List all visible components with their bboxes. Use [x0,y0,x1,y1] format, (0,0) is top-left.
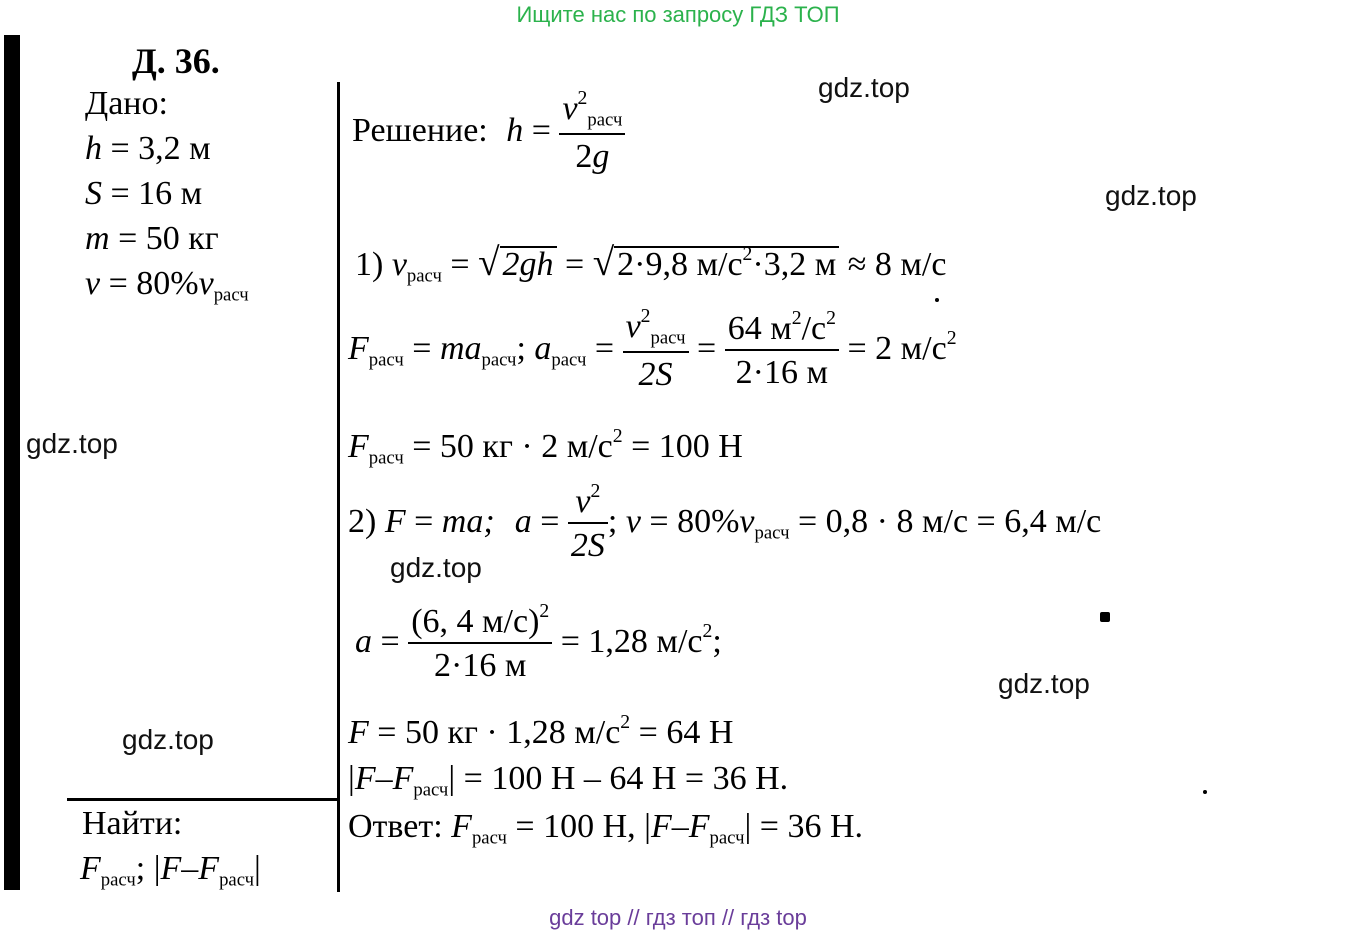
subscript: расч [406,265,442,287]
var-v: v [85,265,101,302]
watermark: gdz.top [998,668,1090,699]
var-ma: ma [439,329,482,367]
subscript: расч [368,447,404,469]
given-title: Дано: [85,85,168,122]
sqrt-icon: √ [592,241,615,284]
subscript: расч [219,869,255,891]
answer-label: Ответ: [348,808,452,845]
subscript: расч [413,779,449,801]
value: = 3,2 м [102,130,211,167]
force-value [348,425,743,470]
radicand: 2gh [500,246,557,282]
exponent: 2 [946,327,957,350]
expr: = 50 кг · 2 м/с [403,428,613,465]
var-S: S [85,175,102,212]
var-F: F [80,850,101,887]
fraction: $\frac{v^2_{расч}}{2S}$ [623,310,689,392]
var-F: F [348,329,369,367]
subscript: расч [471,827,507,849]
var-F: F [392,760,414,797]
result: = 1,28 м/с [552,622,703,660]
step-force [348,305,957,394]
var-F: F [451,808,472,845]
result: | = 36 Н. [744,808,864,845]
var-m: m [85,220,110,257]
separator: ; [607,502,626,540]
expr: = 100 Н, | [506,808,651,845]
var-F: F [348,428,369,465]
vertical-divider [337,82,340,892]
step-1 [355,240,946,288]
header-note: Ищите нас по запросу ГДЗ ТОП [516,2,840,27]
radicand: 2·9,8 $м/с^2\cdot 3,2$ м [614,246,839,282]
problem-id: Д. 36. [132,41,220,81]
accel-calc [355,600,722,684]
find-values [80,850,261,892]
scan-speck [1100,612,1110,622]
sqrt-icon: √ [478,241,500,284]
expr: = 50 кг · 1,28 м/с [368,714,621,751]
value: = 80% [100,265,199,302]
var-F: F [650,808,672,845]
subscript: расч [754,522,790,544]
coef: 2 [575,138,593,176]
step-number: 1) [355,246,392,283]
minus: – [375,760,393,797]
var-F: F [688,808,710,845]
value: = 16 м [102,175,203,212]
fraction: $\frac{v^2}{2S}$ [568,485,608,563]
equals: = [441,246,479,283]
var-ma: ma; [441,502,495,540]
equals: = [586,329,623,367]
watermark: gdz.top [1105,180,1197,211]
separator: ; [516,329,535,367]
var-v: v [739,502,755,540]
left-scan-edge [4,35,20,890]
value: = 50 кг [109,220,219,257]
equals: = [405,502,442,540]
abs-bar: | [348,760,355,797]
fraction: $\frac{64 м^2/с^2}{2\cdot 16 м}$ [725,312,839,390]
var-v: v [198,265,214,302]
difference [348,760,788,802]
var-g: g [592,138,610,176]
equals: = 80% [640,502,740,540]
equals: = [556,246,593,283]
subscript: расч [551,349,587,371]
separator: ; [712,622,722,660]
exponent: 2 [577,87,588,110]
footer-note: gdz top // гдз топ // гдз top [549,905,807,930]
var-F: F [348,714,369,751]
result: ≈ 8 м/с [839,246,947,283]
solution-label: Решение: [352,111,488,149]
watermark: gdz.top [818,72,910,103]
var-h: h [85,130,102,167]
result: = 0,8 · 8 м/с = 6,4 м/с [789,502,1102,540]
given-find-divider [67,798,337,801]
scan-speck [935,298,939,302]
equals: = [372,622,409,660]
step-number: 2) [348,502,385,540]
fraction [559,87,625,176]
var-F: F [354,760,376,797]
subscript: расч [587,109,623,131]
equals: = [688,329,725,367]
var-F: F [160,850,182,887]
exponent: 2 [620,711,631,734]
var-v: v [391,246,407,283]
equals: = [523,111,560,149]
var-a: a [514,502,532,540]
exponent: 2 [612,425,623,448]
var-F: F [384,502,406,540]
force2-calc [348,711,734,752]
equals: = [403,329,440,367]
subscript: расч [368,349,404,371]
equals: = [531,502,568,540]
minus: – [671,808,689,845]
subscript: расч [100,869,136,891]
answer [348,808,863,850]
scan-speck [1203,790,1207,794]
given-m [85,220,219,258]
exponent: 2 [702,620,713,643]
result: = 100 Н [622,428,743,465]
fraction: $\frac{(6, 4 м/с)^2}{2\cdot 16 м}$ [408,605,552,683]
separator: ; | [135,850,161,887]
result: | = 100 Н – 64 Н = 36 Н. [448,760,789,797]
given-S [85,175,202,213]
var-F: F [198,850,220,887]
given-v [85,265,249,307]
watermark: gdz.top [390,552,482,583]
subscript: расч [213,284,249,306]
minus: – [181,850,199,887]
subscript: расч [709,827,745,849]
find-title: Найти: [82,805,183,842]
result: = 2 м/с [838,329,947,367]
watermark: gdz.top [26,428,118,459]
var-v: v [625,502,641,540]
var-v: v [562,90,578,127]
abs-bar: | [254,850,261,887]
watermark: gdz.top [122,724,214,755]
given-h [85,130,211,168]
subscript: расч [481,349,517,371]
var-a: a [355,622,372,660]
var-h: h [506,111,524,149]
result: = 64 Н [630,714,734,751]
var-a: a [534,329,552,367]
solution-header [352,87,625,176]
